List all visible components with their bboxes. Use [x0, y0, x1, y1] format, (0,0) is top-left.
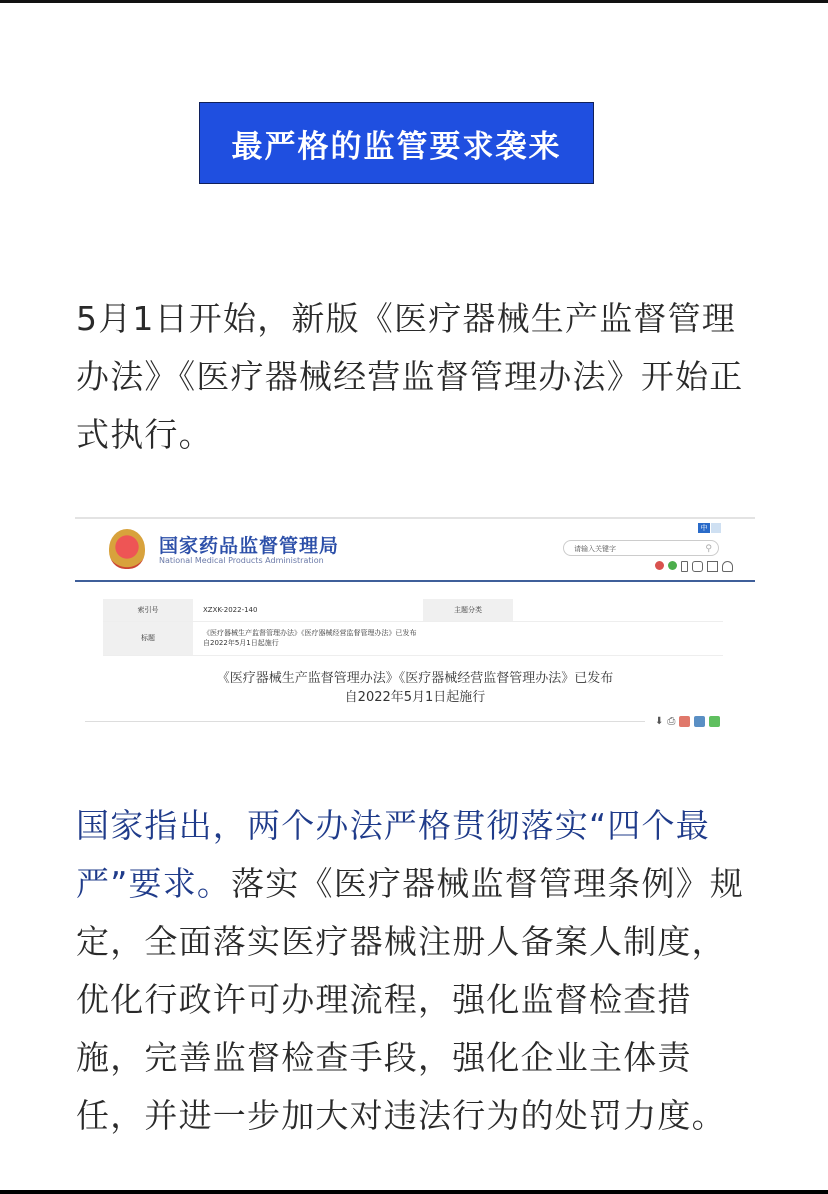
index-label: 索引号	[103, 599, 193, 621]
metadata-table	[103, 599, 723, 656]
category-value	[513, 599, 723, 621]
paragraph-intro: 5月1日开始，新版《医疗器械生产监督管理办法》《医疗器械经营监督管理办法》开始正式执行。	[76, 299, 744, 454]
title-value-line1: 《医疗器械生产监督管理办法》《医疗器械经营监督管理办法》已发布	[203, 629, 417, 637]
document-title-line2: 自2022年5月1日起施行	[344, 690, 486, 705]
weibo-icon[interactable]	[655, 561, 664, 570]
share-wechat-icon[interactable]	[709, 716, 720, 727]
highlight-text: 国家指出，两个办法严格贯彻落实“四个最严”要求。	[76, 806, 710, 903]
title-label: 标题	[103, 621, 193, 655]
download-icon[interactable]: ⬇	[655, 716, 664, 727]
toolbar	[655, 716, 720, 727]
body-text: 落实《医疗器械监督管理条例》规定，全面落实医疗器械注册人备案人制度，优化行政许可办理流程，强化监督检查措施，完善监督检查手段，强化企业主体责任，并进一步加大对违法行为的处罚力度。	[76, 864, 745, 1135]
headline-banner	[199, 102, 594, 184]
message-icon[interactable]	[692, 561, 703, 572]
wechat-icon[interactable]	[668, 561, 677, 570]
mobile-icon[interactable]	[681, 561, 688, 572]
document-title-line1: 《医疗器械生产监督管理办法》《医疗器械经营监督管理办法》已发布	[216, 671, 614, 686]
national-emblem-icon	[109, 529, 145, 569]
site-subtitle: National Medical Products Administration	[159, 556, 324, 565]
comment-icon[interactable]	[707, 561, 718, 572]
document-title	[75, 669, 755, 707]
divider	[75, 517, 755, 519]
print-icon[interactable]: ⎙	[667, 716, 676, 727]
search-input[interactable]	[563, 540, 719, 556]
paragraph-body	[76, 797, 756, 1145]
embedded-screenshot	[75, 517, 755, 737]
divider	[75, 580, 755, 582]
share-qzone-icon[interactable]	[694, 716, 705, 727]
headline-text: 最严格的监管要求袭来	[231, 128, 562, 165]
user-icon[interactable]	[722, 561, 733, 572]
share-weibo-icon[interactable]	[679, 716, 690, 727]
search-placeholder: 请输入关键字	[574, 545, 616, 553]
index-value: XZXK-2022-140	[193, 599, 423, 621]
language-button-alt[interactable]	[711, 523, 721, 533]
bottom-border	[0, 1190, 828, 1194]
search-icon[interactable]: ⚲	[705, 544, 712, 554]
site-title: 国家药品监督管理局	[159, 535, 340, 557]
category-label: 主题分类	[423, 599, 513, 621]
language-button[interactable]: 中	[698, 523, 710, 533]
divider	[85, 721, 645, 722]
title-value-line2: 自2022年5月1日起施行	[203, 639, 279, 647]
top-border	[0, 0, 828, 3]
social-icons	[655, 561, 733, 572]
